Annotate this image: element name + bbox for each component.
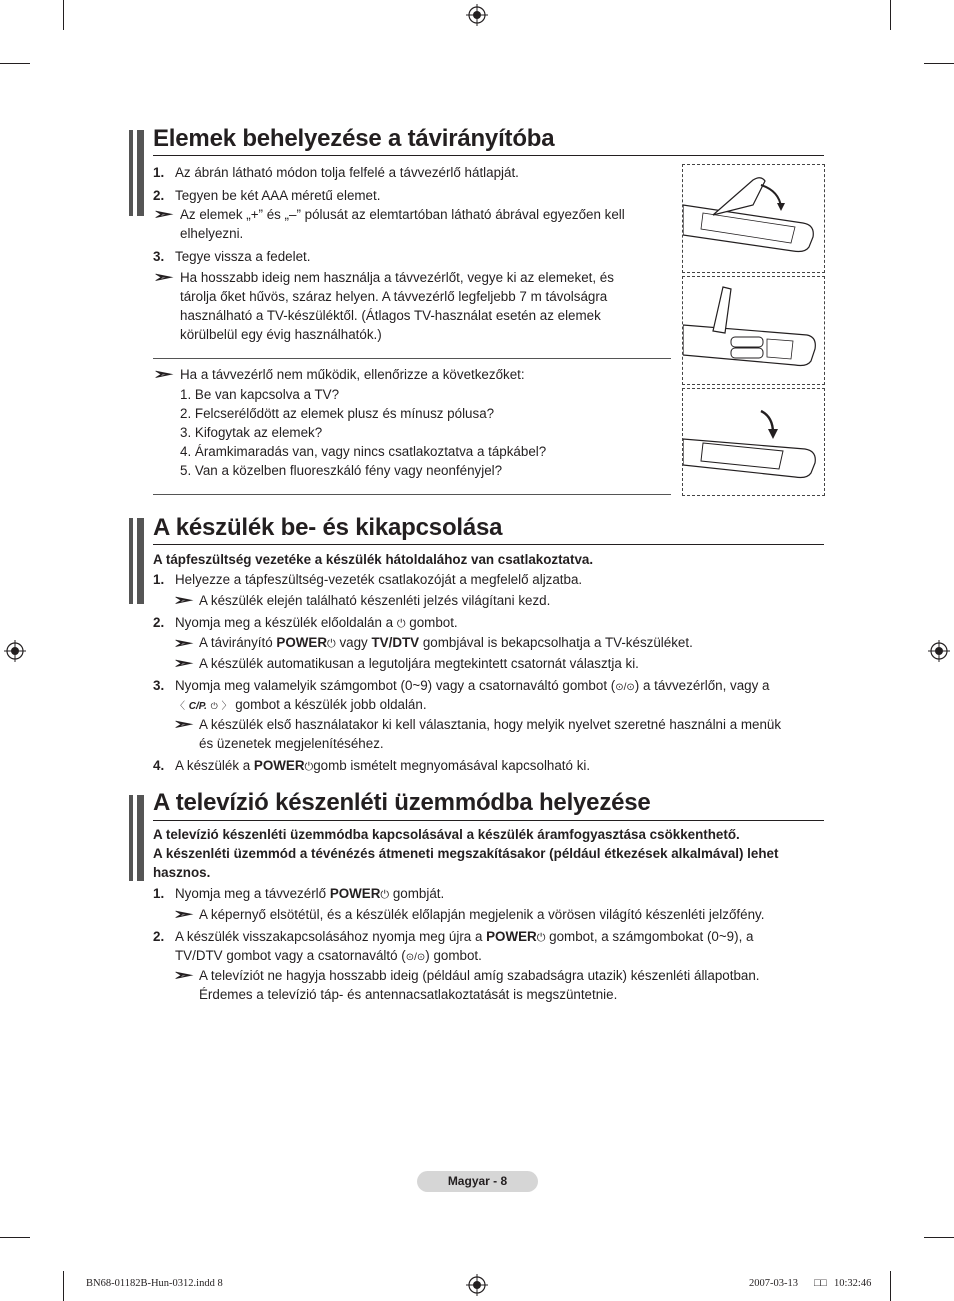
note-text: Ha hosszabb ideig nem használja a távvezérlőt, vegye ki az elemeket, és: [180, 270, 614, 285]
check-item: 2. Felcserélődött az elemek plusz és mínusz pólusa?: [180, 406, 495, 421]
note-arrow-icon: ➣: [173, 906, 194, 923]
note-text: használható a TV-készüléktől. (Átlagos TV-használat esetén az elemek: [180, 308, 601, 323]
step-2: 2. A készülék visszakapcsolásához nyomja meg újra a POWER⏻ gombot, a számgombokat (0~9), a: [153, 927, 753, 948]
divider: [153, 494, 671, 495]
section-bar: [137, 130, 144, 216]
note-arrow-icon: ➣: [173, 967, 194, 984]
section-title-power: A készülék be- és kikapcsolása: [153, 514, 503, 541]
check-item: 1. Be van kapcsolva a TV?: [180, 387, 340, 402]
crop-mark: [0, 63, 30, 64]
note-text: A készülék első használatakor ki kell választania, hogy melyik nyelvet szeretné használni a menük: [199, 717, 782, 732]
check-intro: Ha a távvezérlő nem működik, ellenőrizze a következőket:: [180, 367, 525, 382]
note-text: körülbelül egy évig használhatók.): [180, 327, 382, 342]
power-icon: ⏻: [327, 638, 336, 650]
note-text: A képernyő elsötétül, és a készülék előlapján megjelenik a vörösen világító készenléti jelzőfény.: [199, 907, 765, 922]
remote-close-cover-image: [682, 388, 825, 496]
footer-boxes: □□: [814, 1278, 827, 1289]
remote-open-cover-image: [682, 164, 825, 273]
note-text: Az elemek „+” és „–” pólusát az elemtartóban látható ábrával egyezően kell: [180, 207, 625, 222]
crop-mark: [63, 0, 64, 30]
remote-batteries-image: [682, 276, 825, 385]
note-text: Érdemes a televízió táp- és antennacsatlakoztatását is megszüntetnie.: [199, 987, 618, 1002]
left-icon: 〈: [175, 701, 185, 712]
step-2: 2. Nyomja meg a készülék előoldalán a ⏻ gombot.: [153, 613, 458, 634]
title-rule: [153, 544, 824, 545]
check-item: 5. Van a közelben fluoreszkáló fény vagy neonfényjel?: [180, 463, 503, 478]
divider: [153, 358, 671, 359]
note-text: A távirányító POWER⏻ vagy TV/DTV gombjával is bekapcsolhatja a TV-készüléket.: [199, 633, 693, 654]
step-1: 1. Helyezze a tápfeszültség-vezeték csatlakozóját a megfelelő aljzatba.: [153, 572, 583, 587]
step-3: 3. Nyomja meg valamelyik számgombot (0~9) vagy a csatornaváltó gombot (⊙/⊙) a távvezérlőn, vagy a: [153, 678, 770, 693]
note-arrow-icon: ➣: [173, 635, 194, 652]
crop-mark: [890, 0, 891, 30]
note-text: A készülék elején található készenléti jelzés világítani kezd.: [199, 593, 551, 608]
registration-mark-icon: [466, 1274, 488, 1296]
crop-mark: [63, 1271, 64, 1301]
crop-mark: [0, 1237, 30, 1238]
note-text: A televíziót ne hagyja hosszabb ideig (például amíg szabadságra utazik) készenléti állapotban.: [199, 968, 760, 983]
title-rule: [153, 820, 824, 821]
power-icon: ⏻: [380, 889, 390, 901]
channel-icon: ⊙/⊙: [405, 952, 426, 963]
note-arrow-icon: ➣: [173, 592, 194, 609]
step-3: 3. Tegye vissza a fedelet.: [153, 249, 311, 264]
power-icon: ⏻: [396, 618, 406, 630]
section-intro: A tápfeszültség vezetéke a készülék hátoldalához van csatlakoztatva.: [153, 552, 594, 567]
footer-time: 10:32:46: [834, 1278, 872, 1289]
page-number-badge: Magyar - 8: [417, 1171, 538, 1192]
section-title-batteries: Elemek behelyezése a távirányítóba: [153, 125, 555, 152]
note-text: elhelyezni.: [180, 226, 244, 241]
registration-mark-icon: [928, 640, 950, 662]
note-arrow-icon: ➣: [173, 655, 194, 672]
section-bar: [129, 795, 133, 881]
power-icon: ⏻: [210, 701, 218, 711]
crop-mark: [890, 1271, 891, 1301]
power-icon: ⏻: [536, 932, 546, 944]
footer-date: 2007-03-13: [749, 1278, 798, 1289]
section-title-standby: A televízió készenléti üzemmódba helyezése: [153, 789, 651, 816]
section-bar: [137, 518, 144, 604]
title-rule: [153, 155, 824, 156]
crop-mark: [924, 1237, 954, 1238]
footer-filename: BN68-01182B-Hun-0312.indd 8: [86, 1278, 223, 1289]
power-icon: ⏻: [304, 761, 314, 773]
step-4: 4. A készülék a POWER⏻gomb ismételt megnyomásával kapcsolható ki.: [153, 756, 590, 777]
registration-mark-icon: [466, 4, 488, 26]
note-text: tárolja őket hűvös, száraz helyen. A távvezérlő legfeljebb 7 m távolságra: [180, 289, 608, 304]
crop-mark: [924, 63, 954, 64]
step-1: 1. Az ábrán látható módon tolja felfelé a távvezérlő hátlapját.: [153, 165, 519, 180]
right-icon: 〉: [221, 701, 232, 712]
section-bar: [137, 795, 144, 881]
registration-mark-icon: [4, 640, 26, 662]
note-arrow-icon: ➣: [153, 269, 174, 286]
step-3-cont: 〈 C/P. ⏻ 〉 gombot a készülék jobb oldalán.: [175, 695, 427, 716]
note-text: és üzenetek megjelenítéséhez.: [199, 736, 384, 751]
check-item: 3. Kifogytak az elemek?: [180, 425, 323, 440]
note-text: A készülék automatikusan a legutoljára megtekintett csatornát választja ki.: [199, 656, 639, 671]
note-arrow-icon: ➣: [173, 716, 194, 733]
channel-icon: ⊙/⊙: [615, 682, 635, 693]
step-1: 1. Nyomja meg a távvezérlő POWER⏻ gombját.: [153, 884, 444, 905]
section-bar: [129, 130, 133, 216]
note-arrow-icon: ➣: [153, 206, 174, 223]
step-2-cont: TV/DTV gombot vagy a csatornaváltó (⊙/⊙) gombot.: [175, 948, 482, 963]
section-intro: A televízió készenléti üzemmódba kapcsolásával a készülék áramfogyasztása csökkenthető.: [153, 827, 740, 842]
step-2: 2. Tegyen be két AAA méretű elemet.: [153, 188, 381, 203]
section-intro: A készenléti üzemmód a tévénézés átmeneti megszakításakor (például étkezések alkalmával) lehet: [153, 846, 779, 861]
check-item: 4. Áramkimaradás van, vagy nincs csatlakoztatva a tápkábel?: [180, 444, 547, 459]
note-arrow-icon: ➣: [153, 366, 174, 383]
section-bar: [129, 518, 133, 604]
section-intro: hasznos.: [153, 865, 211, 880]
